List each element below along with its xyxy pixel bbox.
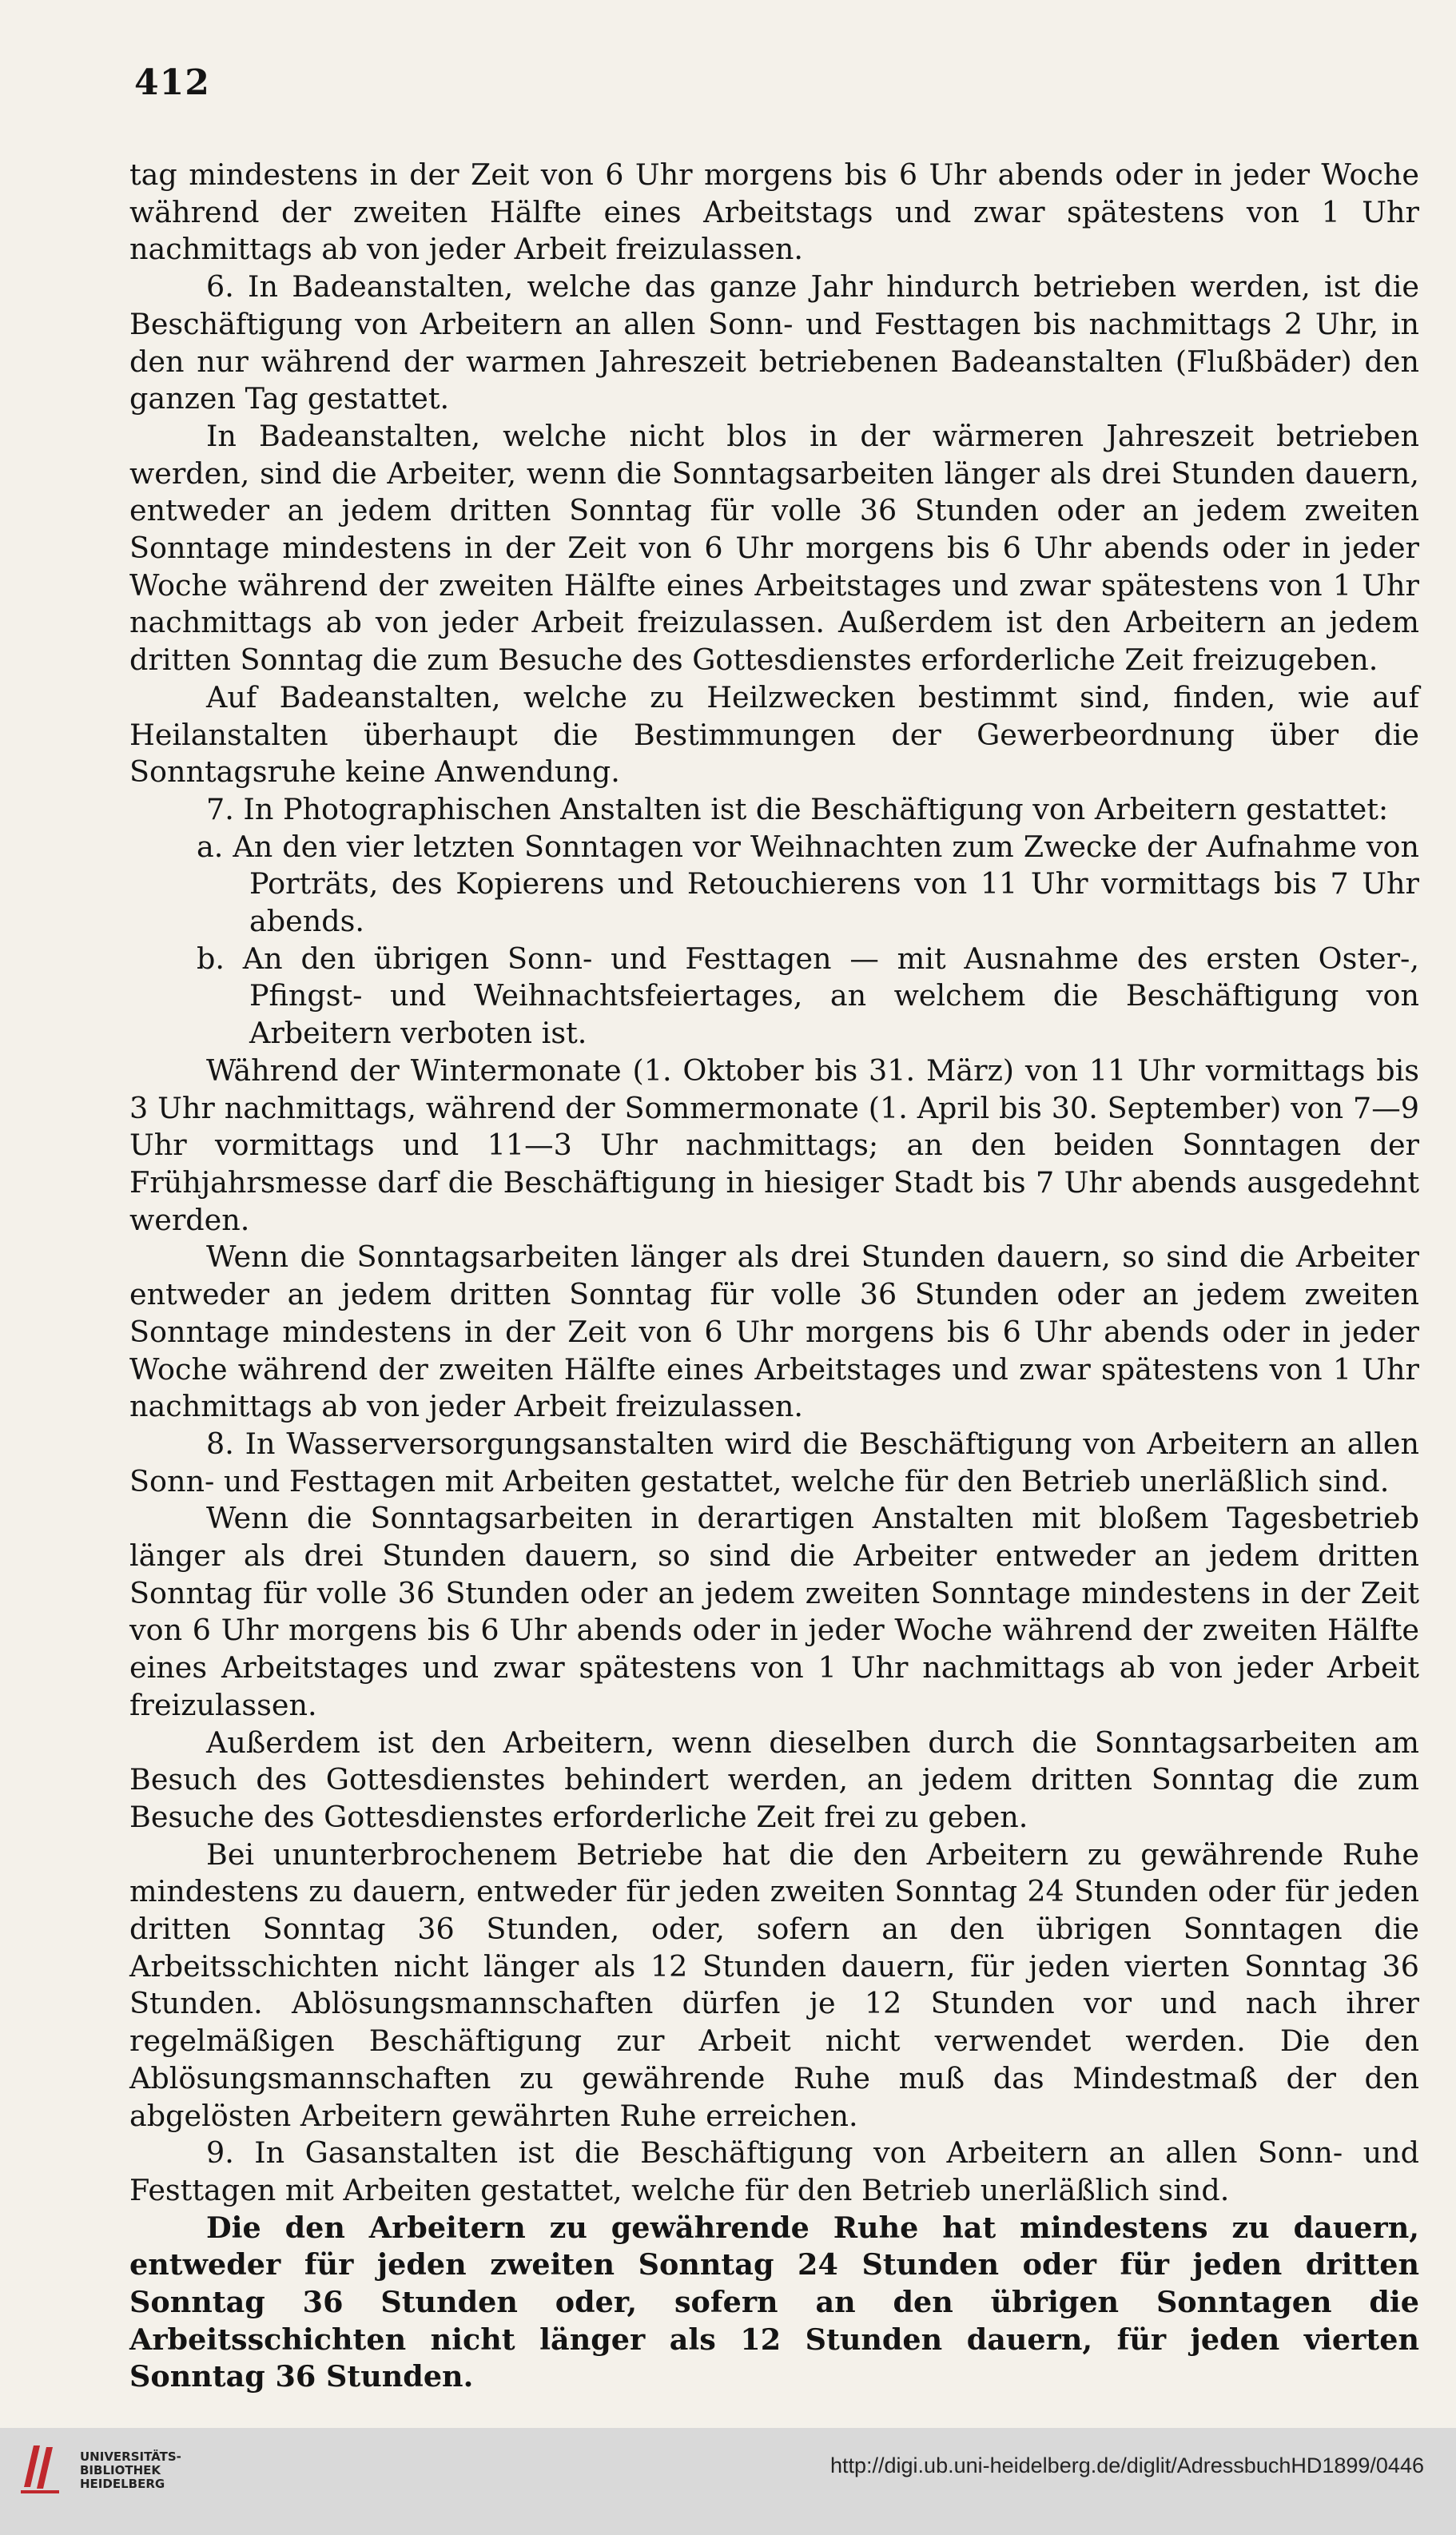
library-name [80, 2450, 181, 2491]
footer-bar [0, 2428, 1456, 2535]
paragraph-4: Auf Badeanstalten, welche zu Heilzwecken bestimmt sind, finden, wie auf Heilanstalten überhaupt die Bestimmungen der Gewerbeordnung über die Sonntagsruhe keine Anwendung. [129, 679, 1419, 790]
paragraph-3: In Badeanstalten, welche nicht blos in der wärmeren Jahreszeit betrieben werden, sind die Arbeiter, wenn die Sonntagsarbeiten länger als drei Stunden dauern, entweder an jedem dritten Sonntag für volle 36 Stunden oder an jedem zweiten Sonntage mindestens in der Zeit von 6 Uhr morgens bis 6 Uhr abends oder in jeder Woche während der zweiten Hälfte eines Arbeitstages und zwar spätestens von 1 Uhr nachmittags ab von jeder Arbeit freizulassen. Außerdem ist den Arbeitern an jedem dritten Sonntag die zum Besuche des Gottesdienstes erforderliche Zeit freizugeben. [129, 418, 1419, 678]
list-item-b: b. An den übrigen Sonn- und Festtagen — mit Ausnahme des ersten Oster-, Pfingst- und Weihnachtsfeiertages, an welchem die Beschäftigung von Arbeitern verboten ist. [197, 941, 1419, 1051]
paragraph-12: Außerdem ist den Arbeitern, wenn dieselben durch die Sonntagsarbeiten am Besuch des Gottesdienstes behindert werden, an jedem dritten Sonntag die zum Besuche des Gottesdienstes erforderliche Zeit frei zu geben. [129, 1725, 1419, 1834]
source-url-link[interactable]: http://digi.ub.uni-heidelberg.de/diglit/AdressbuchHD1899/0446 [829, 2453, 1424, 2477]
library-seal-icon [16, 2439, 64, 2495]
paragraph-5: 7. In Photographischen Anstalten ist die Beschäftigung von Arbeitern gestattet: [206, 791, 1389, 826]
paragraph-9: Wenn die Sonntagsarbeiten länger als drei Stunden dauern, so sind die Arbeiter entweder an jedem dritten Sonntag für volle 36 Stunden oder an jedem zweiten Sonntage mindestens in der Zeit von 6 Uhr morgens bis 6 Uhr abends oder in jeder Woche während der zweiten Hälfte eines Arbeitstages und zwar spätestens von 1 Uhr nachmittags ab von jeder Arbeit freizulassen. [129, 1240, 1419, 1424]
library-name-line-1: UNIVERSITÄTS- [80, 2449, 181, 2464]
paragraph-1: tag mindestens in der Zeit von 6 Uhr morgens bis 6 Uhr abends oder in jeder Woche während der zweiten Hälfte eines Arbeitstags und zwar spätestens von 1 Uhr nachmittags ab von jeder Arbeit freizulassen. [129, 157, 1419, 267]
paragraph-14: 9. In Gasanstalten ist die Beschäftigung von Arbeitern an allen Sonn- und Festtagen mit Arbeiten gestattet, welche für den Betrieb unerläßlich sind. [129, 2135, 1419, 2207]
paragraph-8: Während der Wintermonate (1. Oktober bis 31. März) von 11 Uhr vormittags bis 3 Uhr nachmittags, während der Sommermonate (1. April bis 30. September) von 7—9 Uhr vormittags und 11—3 Uhr nachmittags; an den beiden Sonntagen der Frühjahrsmesse darf die Beschäftigung in hiesiger Stadt bis 7 Uhr abends ausgedehnt werden. [129, 1053, 1419, 1237]
paragraph-15: Die den Arbeitern zu gewährende Ruhe hat mindestens zu dauern, entweder für jeden zweiten Sonntag 24 Stunden oder für jeden dritten Sonntag 36 Stunden oder, sofern an den übrigen Sonntagen die Arbeitsschichten nicht länger als 12 Stunden dauern, für jeden vierten Sonntag 36 Stunden. [129, 2210, 1419, 2394]
library-name-line-3: HEIDELBERG [80, 2477, 165, 2491]
library-name-line-2: BIBLIOTHEK [80, 2463, 161, 2477]
page-number: 412 [134, 62, 210, 103]
paragraph-10: 8. In Wasserversorgungsanstalten wird die Beschäftigung von Arbeitern an allen Sonn- und Festtagen mit Arbeiten gestattet, welche für den Betrieb unerläßlich sind. [129, 1426, 1419, 1498]
paragraph-13: Bei ununterbrochenem Betriebe hat die den Arbeitern zu gewährende Ruhe mindestens zu dauern, entweder für jeden zweiten Sonntag 24 Stunden oder für jeden dritten Sonntag 36 Stunden, oder, sofern an den übrigen Sonntagen die Arbeitsschichten nicht länger als 12 Stunden dauern, für jeden vierten Sonntag 36 Stunden. Ablösungsmannschaften dürfen je 12 Stunden vor und nach ihrer regelmäßigen Beschäftigung zur Arbeit nicht verwendet werden. Die den Ablösungsmannschaften zu gewährende Ruhe muß das Mindestmaß der den abgelösten Arbeitern gewährten Ruhe erreichen. [129, 1837, 1419, 2133]
paragraph-2: 6. In Badeanstalten, welche das ganze Jahr hindurch betrieben werden, ist die Beschäftigung von Arbeitern an allen Sonn- und Festtagen bis nachmittags 2 Uhr, in den nur während der warmen Jahreszeit betriebenen Badeanstalten (Flußbäder) den ganzen Tag gestattet. [129, 269, 1419, 416]
document-text [129, 157, 1419, 2396]
list-item-a: a. An den vier letzten Sonntagen vor Weihnachten zum Zwecke der Aufnahme von Porträts, des Kopierens und Retouchierens von 11 Uhr vormittags bis 7 Uhr abends. [197, 829, 1419, 939]
paragraph-11: Wenn die Sonntagsarbeiten in derartigen Anstalten mit bloßem Tagesbetrieb länger als drei Stunden dauern, so sind die Arbeiter entweder an jedem dritten Sonntag für volle 36 Stunden oder an jedem zweiten Sonntage mindestens in der Zeit von 6 Uhr morgens bis 6 Uhr abends oder in jeder Woche während der zweiten Hälfte eines Arbeitstages und zwar spätestens von 1 Uhr nachmittags ab von jeder Arbeit freizulassen. [129, 1501, 1419, 1722]
